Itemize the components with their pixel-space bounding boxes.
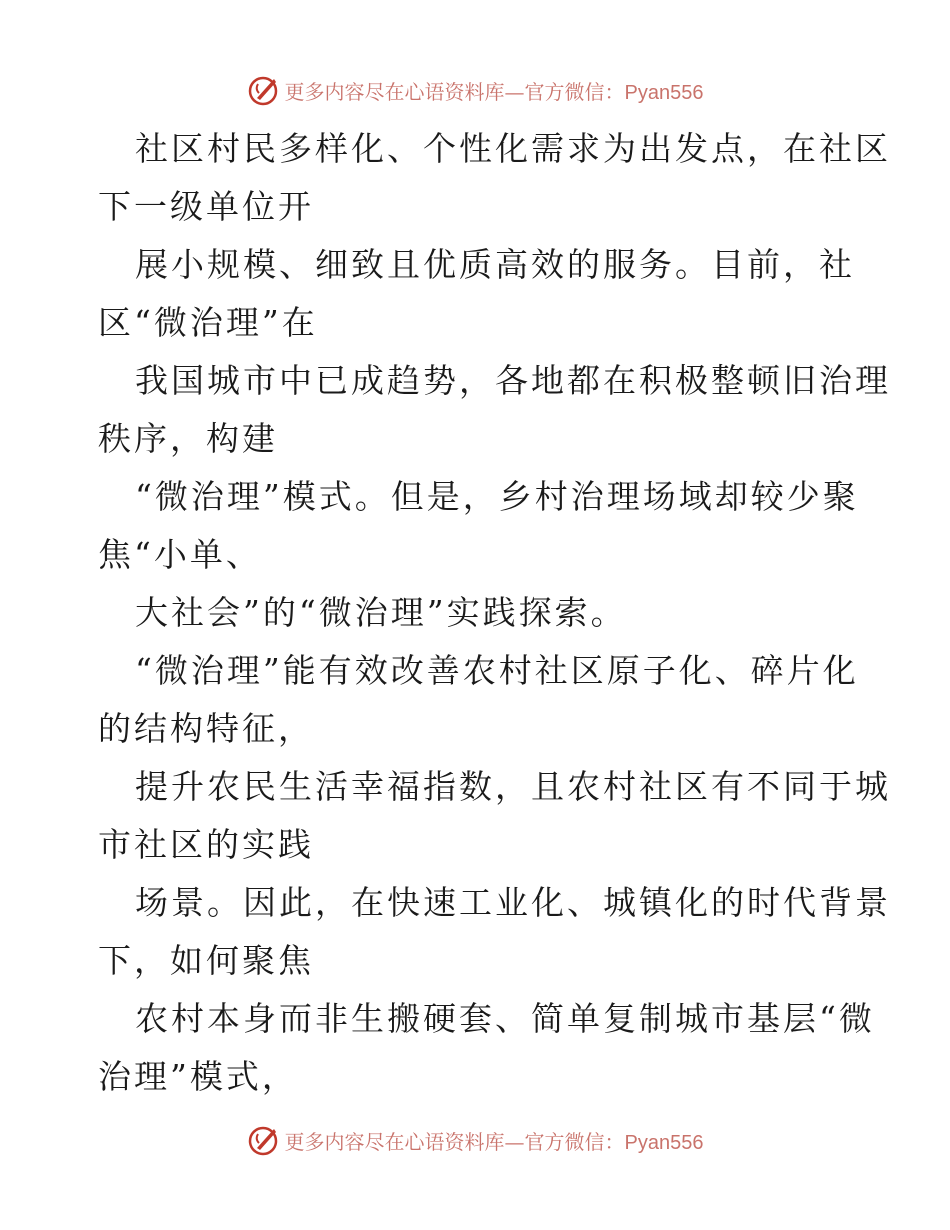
watermark-text: 更多内容尽在心语资料库—官方微信：Pyan556 (284, 1129, 704, 1154)
quill-pen-logo-icon (247, 73, 281, 107)
text-line: 下一级单位开 (98, 187, 314, 226)
text-line: 市社区的实践 (98, 825, 314, 864)
text-line: “微治理”能有效改善农村社区原子化、碎片化 (135, 651, 859, 690)
text-line: “微治理”模式。但是，乡村治理场域却较少聚 (135, 477, 859, 516)
text-line: 社区村民多样化、个性化需求为出发点，在社区 (135, 129, 891, 168)
text-line: 提升农民生活幸福指数，且农村社区有不同于城 (135, 767, 891, 806)
watermark-text: 更多内容尽在心语资料库—官方微信：Pyan556 (284, 79, 704, 104)
text-line: 的结构特征， (98, 709, 314, 748)
text-line: 区“微治理”在 (98, 303, 318, 342)
header-watermark (0, 70, 950, 110)
quill-pen-logo-icon (247, 1123, 281, 1157)
text-line: 秩序，构建 (98, 419, 278, 458)
text-line: 焦“小单、 (98, 535, 262, 574)
text-line: 大社会”的“微治理”实践探索。 (135, 593, 627, 632)
text-line: 下，如何聚焦 (98, 941, 314, 980)
text-line: 我国城市中已成趋势，各地都在积极整顿旧治理 (135, 361, 891, 400)
text-line: 治理”模式， (98, 1057, 298, 1096)
document-body (98, 120, 891, 1106)
text-line: 农村本身而非生搬硬套、简单复制城市基层“微 (135, 999, 875, 1038)
footer-watermark (0, 1120, 950, 1160)
text-line: 展小规模、细致且优质高效的服务。目前，社 (135, 245, 855, 284)
text-line: 场景。因此，在快速工业化、城镇化的时代背景 (135, 883, 891, 922)
